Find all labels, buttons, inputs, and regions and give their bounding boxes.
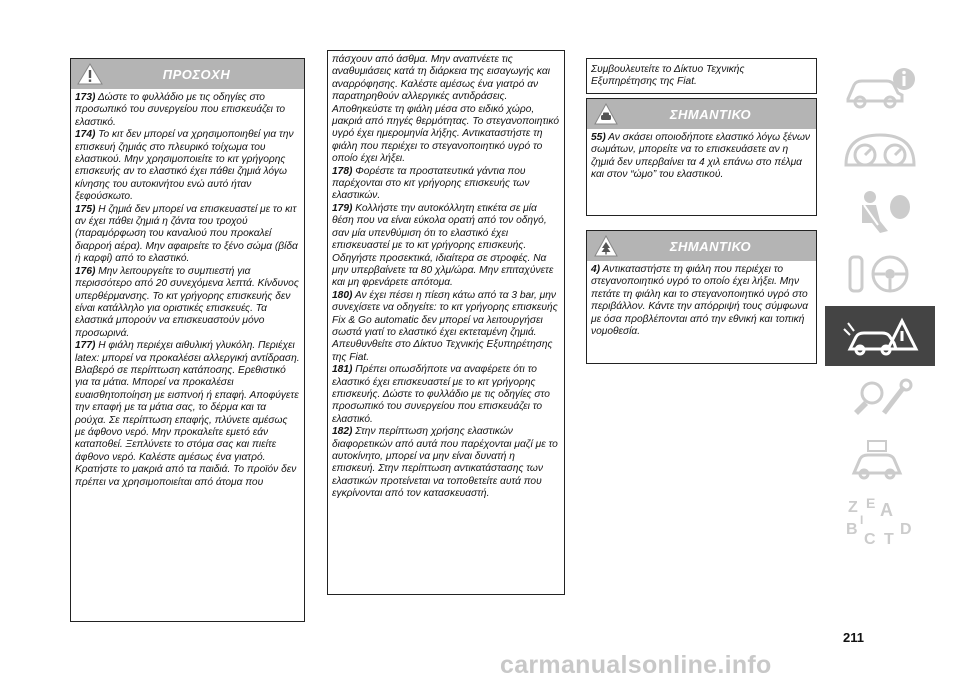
tab-dashboard[interactable]: [825, 120, 935, 182]
paragraph-173: 173) Δώστε το φυλλάδιο με τις οδηγίες στο προσωπικό του συνεργείου που επισκευάζει το ελαστικό.: [75, 92, 286, 128]
warning-text: [71, 89, 304, 489]
breakdown-warning-icon: [840, 311, 920, 361]
service-network-box: [586, 58, 817, 94]
index-letter-b: B: [846, 521, 858, 538]
tab-index[interactable]: [825, 492, 935, 554]
important-note-55: [586, 98, 817, 216]
index-letter-d: D: [900, 521, 912, 538]
watermark: carmanualsonline.info: [500, 651, 772, 679]
index-letter-a: A: [880, 500, 893, 520]
index-letter-c: C: [864, 531, 876, 548]
paragraph-179: 179) Κολλήστε την αυτοκόλλητη ετικέτα σε μία θέση που να είναι εύκολα ορατή από τον οδηγό, σαν μία υπενθύμιση ότι το ελαστικό έχει επισκευαστεί με το κιτ γρήγορης επισκευής. Οδηγήστε προσεκτικά, ιδιαίτερα σε στροφές. Να μην υπερβαίνετε τα 80 χλμ/ώρα. Μην επιταχύνετε και μη φρενάρετε απότομα.: [332, 202, 554, 289]
service-network-text: Συμβουλευτείτε το Δίκτυο Τεχνικής Εξυπηρέτησης της Fiat.: [591, 64, 745, 88]
warning-banner: [71, 59, 304, 89]
warning-continued-box: [327, 50, 565, 595]
warning-hand-icon: [71, 59, 109, 89]
warning-title: ΠΡΟΣΟΧΗ: [162, 66, 231, 82]
tab-car-info[interactable]: [825, 58, 935, 120]
index-letter-i: I: [860, 513, 864, 527]
continued-text: [328, 51, 564, 501]
important-title-2: ΣΗΜΑΝΤΙΚΟ: [669, 238, 752, 254]
paragraph-177: 177) Η φιάλη περιέχει αιθυλική γλυκόλη. Περιέχει latex: μπορεί να προκαλέσει αλλεργική αντίδραση. Βλαβερό σε περίπτωση κατάποσης. Ερεθιστικό για τα μάτια. Μπορεί να προκαλέσει ευαισθητοποίηση με εισπνοή ή επαφή. Αποφύγετε την επαφή με τα μάτια σας, το δέρμα και τα ρούχα. Σε περίπτωση επαφής, πλύνετε αμέσως με άφθονο νερό. Μην προκαλείτε εμετό εάν καταποθεί. Ξεπλύνετε το στόμα σας και πιείτε άφθονο νερό. Καλέστε αμέσως ένα γιατρό. Κρατήστε το μακριά από τα παιδιά. Το προϊόν δεν πρέπει να χρησιμοποιείται από άτομα που: [75, 340, 300, 488]
index-letter-z: Z: [848, 499, 858, 516]
paragraph-180: 180) Αν έχει πέσει η πίεση κάτω από τα 3 bar, μην συνεχίσετε να οδηγείτε: το κιτ γρήγορης επισκευής Fix & Go automatic δεν μπορεί να λειτουργήσει σωστά γιατί το ελαστικό έχει εκτεταμένη ζημιά. Απευθυνθείτε στο Δίκτυο Τεχνικής Εξυπηρέτησης της Fiat.: [332, 289, 558, 363]
page-number: 211: [843, 630, 864, 645]
paragraph-continued: πάσχουν από άσθμα. Μην αναπνέετε τις αναθυμιάσεις κατά τη διάρκεια της εισαγωγής και αναρρόφησης. Καλέστε αμέσως ένα γιατρό αν παρατηρηθούν αλλεργικές αντιδράσεις. Αποθηκεύστε τη φιάλη μέσα στο ειδικό χώρο, μακριά από πηγές θερμότητας. Το στεγανοποιητικό υγρό έχει ημερομηνία λήξης. Αντικαταστήστε τη φιάλη που περιέχει το στεγανοποιητικό υγρό το οποίο έχει λήξει.: [332, 54, 560, 165]
car-skid-icon: [587, 99, 625, 129]
seatbelt-airbag-icon: [840, 187, 920, 237]
index-letter-t: T: [884, 531, 894, 548]
paragraph-175: 175) Η ζημιά δεν μπορεί να επισκευαστεί με το κιτ αν έχει πάθει ζημιά η ζάντα του τροχού (παραμόρφωση του καναλιού που προκαλεί διαρροή αέρα). Μην αφαιρείτε το ξένο σώμα (βίδα ή καρφί) από το ελαστικό.: [75, 203, 298, 265]
tools-maintenance-icon: [840, 373, 920, 423]
important-title-1: ΣΗΜΑΝΤΙΚΟ: [669, 106, 752, 122]
paragraph-181: 181) Πρέπει οπωσδήποτε να αναφέρετε ότι το ελαστικό έχει επισκευαστεί με το κιτ γρήγορης επισκευής. Δώστε το φυλλάδιο με τις οδηγίες στο προσωπικό του συνεργείου που επισκευάζει το ελαστικό.: [332, 364, 550, 425]
tab-emergency[interactable]: [825, 306, 935, 368]
index-letters-icon: [840, 494, 920, 550]
important-banner-2: [587, 231, 816, 261]
tab-maintenance[interactable]: [825, 368, 935, 430]
index-letter-e: E: [866, 495, 876, 511]
paragraph-174: 174) Το κιτ δεν μπορεί να χρησιμοποιηθεί για την επισκευή ζημιάς στο πλευρικό τοίχωμα του ελαστικού. Μην χρησιμοποιείτε το κιτ γρήγορης επισκευής αν το ελαστικό έχει πάθει ζημιά λόγω κίνησης του αυτοκινήτου ενώ αυτό ήταν ξεφούσκωτο.: [75, 129, 294, 203]
paragraph-178: 178) Φορέστε τα προστατευτικά γάντια που παρέχονται στο κιτ γρήγορης επισκευής των ελαστικών.: [332, 165, 530, 202]
dashboard-gauges-icon: [840, 125, 920, 175]
important-note-4: [586, 230, 817, 364]
car-info-icon: [840, 63, 920, 113]
paragraph-182: 182) Στην περίπτωση χρήσης ελαστικών διαφορετικών από αυτά που παρέχονται μαζί με το αυτοκίνητο, μπορεί να μην είναι δυνατή η επισκευή. Στην περίπτωση αντικατάστασης των ελαστικών προτείνεται να τοποθετείτε αυτά που εγκρίνονται από τον κατασκευαστή.: [332, 426, 558, 500]
important-banner-1: [587, 99, 816, 129]
tab-safety[interactable]: [825, 182, 935, 244]
tab-technical-data[interactable]: [825, 430, 935, 492]
warning-box: [70, 58, 305, 622]
paragraph-176: 176) Μην λειτουργείτε το συμπιεστή για περισσότερο από 20 συνεχόμενα λεπτά. Κίνδυνος υπερθέρμανσης. Το κιτ γρήγορης επισκευής δεν είναι κατάλληλο για οριστικές επισκευές. Τα ελαστικά μπορούν να επισκευαστούν μόνο προσωρινά.: [75, 265, 299, 339]
environment-tree-icon: [587, 231, 625, 261]
note-55-text: 55) Αν σκάσει οποιοδήποτε ελαστικό λόγω ξένων σωμάτων, μπορείτε να το επισκευάσετε αν η ζημιά δεν υπερβαίνει τα 4 χιλ επάνω στο πέλμα και στον “ώμο” του ελαστικού.: [591, 132, 810, 181]
chapter-sidebar: [825, 58, 935, 554]
data-specs-icon: [840, 435, 920, 485]
note-4-text: 4) Αντικαταστήστε τη φιάλη που περιέχει το στεγανοποιητικό υγρό το οποίο έχει λήξει. Μην πετάτε τη φιάλη και το στεγανοποιητικό υγρό στο περιβάλλον. Κάντε την απόρριψή τους σύμφωνα με όσα προβλέπονται από την εθνική και τοπική νομοθεσία.: [591, 264, 809, 338]
steering-wheel-keys-icon: [840, 249, 920, 299]
tab-starting-driving[interactable]: [825, 244, 935, 306]
